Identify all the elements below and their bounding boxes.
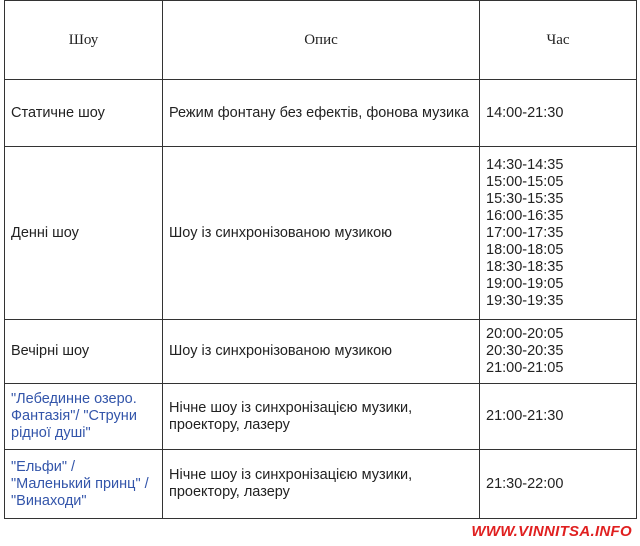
show-name: Статичне шоу — [5, 80, 163, 147]
time-slot: 21:30-22:00 — [486, 475, 564, 492]
table-row — [5, 450, 637, 519]
time-slot: 15:00-15:05 — [486, 173, 564, 190]
time-slot: 21:00-21:05 — [486, 360, 564, 376]
show-name: Вечірні шоу — [5, 320, 163, 384]
table-row — [5, 320, 637, 384]
show-schedule-table — [4, 0, 637, 519]
time-slot: 20:00-20:05 — [486, 326, 564, 342]
time-slot: 15:30-15:35 — [486, 190, 564, 207]
show-times — [480, 320, 637, 384]
time-slot: 18:30-18:35 — [486, 258, 564, 275]
show-description: Нічне шоу із синхронізацією музики, проектору, лазеру — [163, 384, 480, 450]
time-slot: 19:30-19:35 — [486, 292, 564, 309]
show-name-link[interactable]: "Ельфи" / "Маленький принц" / "Винаходи" — [5, 450, 163, 519]
table-row — [5, 80, 637, 147]
time-slot: 17:00-17:35 — [486, 224, 564, 241]
time-slot: 14:00-21:30 — [486, 104, 564, 121]
show-description: Шоу із синхронізованою музикою — [163, 147, 480, 320]
time-slot: 18:00-18:05 — [486, 241, 564, 258]
time-slot: 20:30-20:35 — [486, 343, 564, 359]
table-row — [5, 384, 637, 450]
show-name-link[interactable]: "Лебединне озеро. Фантазія"/ "Струни рідної душі" — [5, 384, 163, 450]
show-times — [480, 384, 637, 450]
time-slot: 14:30-14:35 — [486, 156, 564, 173]
show-name: Денні шоу — [5, 147, 163, 320]
show-times — [480, 147, 637, 320]
time-slot: 21:00-21:30 — [486, 408, 564, 424]
show-description: Режим фонтану без ефектів, фонова музика — [163, 80, 480, 147]
table-header-row — [5, 1, 637, 80]
show-times — [480, 80, 637, 147]
show-description: Нічне шоу із синхронізацією музики, проектору, лазеру — [163, 450, 480, 519]
site-watermark: WWW.VINNITSA.INFO — [471, 523, 632, 540]
show-description: Шоу із синхронізованою музикою — [163, 320, 480, 384]
header-show: Шоу — [5, 1, 163, 80]
time-slot: 16:00-16:35 — [486, 207, 564, 224]
table-row — [5, 147, 637, 320]
header-description: Опис — [163, 1, 480, 80]
time-slot: 19:00-19:05 — [486, 275, 564, 292]
show-times — [480, 450, 637, 519]
header-time: Час — [480, 1, 637, 80]
